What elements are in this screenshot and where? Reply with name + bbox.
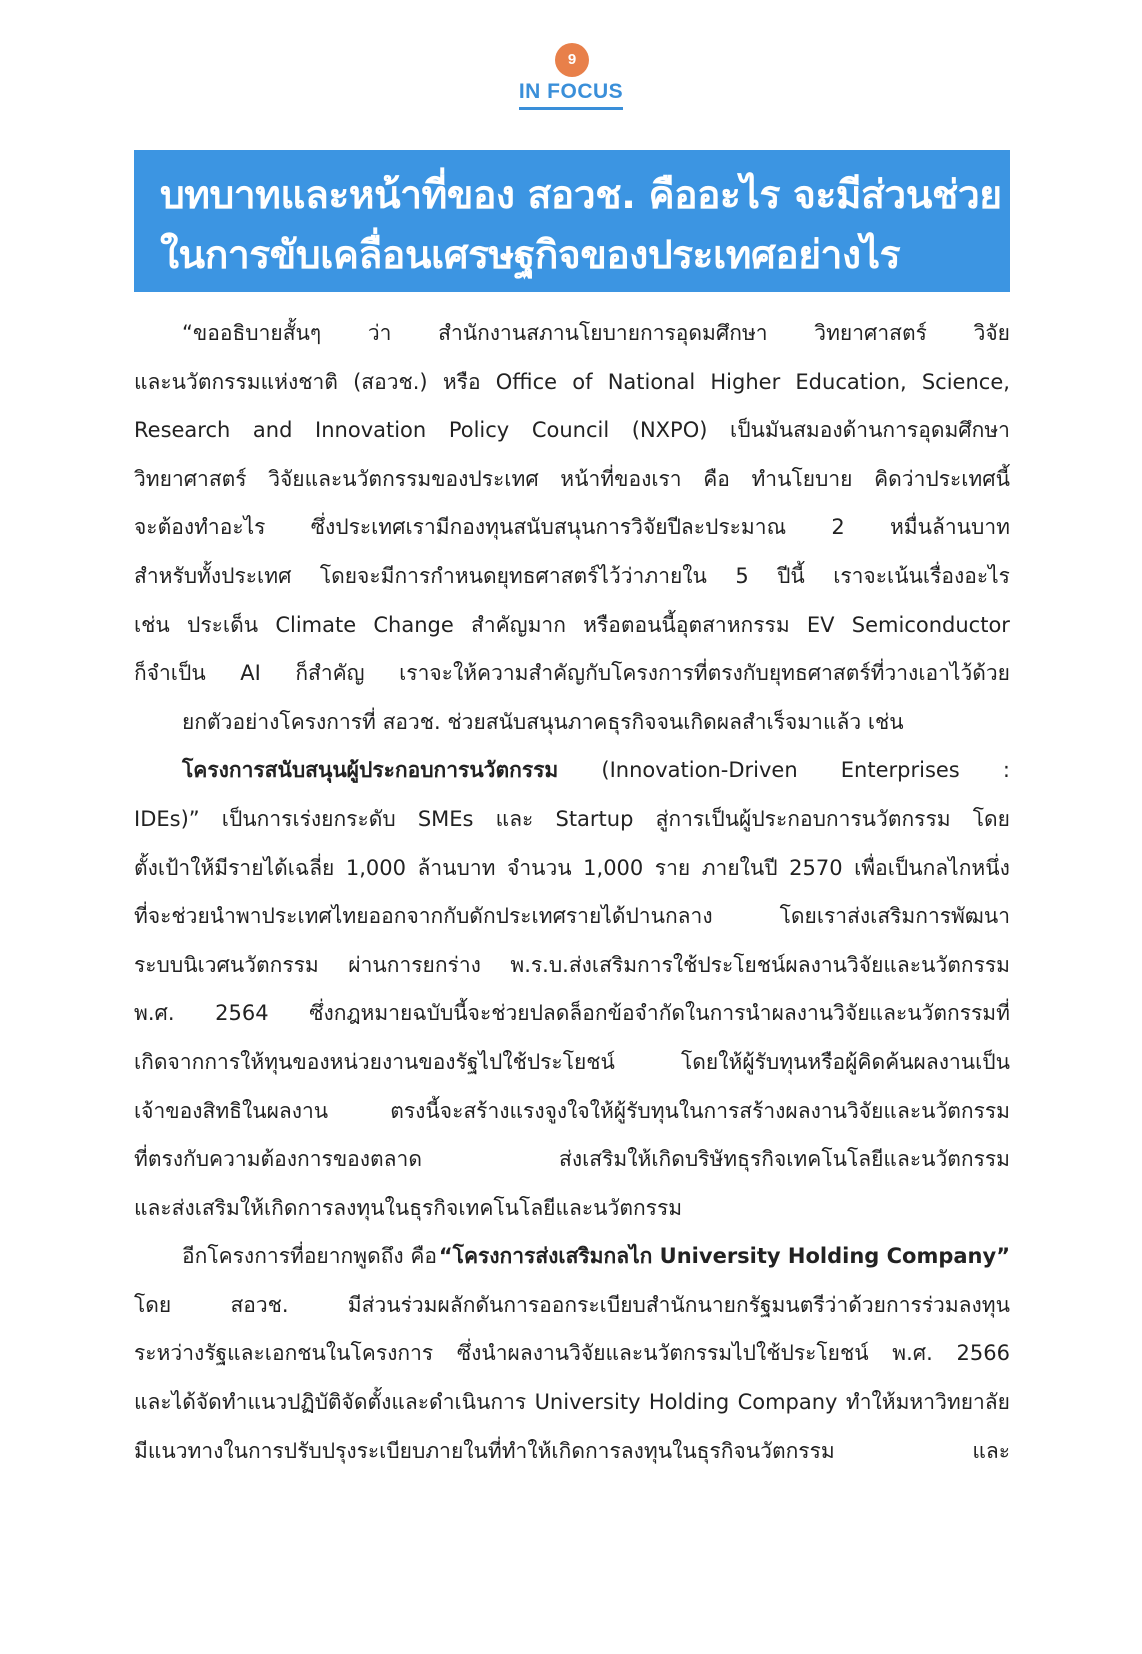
body-line	[134, 705, 1010, 754]
body-word: ราย	[654, 855, 691, 880]
body-line	[134, 1288, 1010, 1337]
body-word: สู่การเป็นผู้ประกอบการนวัตกรรม	[655, 806, 951, 831]
body-word: ระหว่างรัฐและเอกชนในโครงการ	[134, 1341, 434, 1366]
body-word: Higher	[710, 369, 781, 394]
body-word: “โครงการส่งเสริมกลไก University Holding Company”	[438, 1244, 1010, 1269]
body-word: :	[1002, 758, 1010, 783]
body-word: AI	[240, 661, 261, 686]
body-line	[134, 365, 1010, 414]
section-label-text: IN FOCUS	[519, 80, 623, 110]
body-word: 2564	[215, 1001, 269, 1026]
body-line	[134, 948, 1010, 997]
body-line	[134, 316, 1010, 365]
body-word: ซึ่งกฎหมายฉบับนี้จะช่วยปลดล็อกข้อจำกัดในการนำผลงานวิจัยและนวัตกรรมที่	[309, 1001, 1010, 1026]
body-word: มีส่วนร่วมผลักดันการออกระเบียบสำนักนายกรัฐมนตรีว่าด้วยการร่วมลงทุน	[347, 1292, 1010, 1317]
body-line	[134, 851, 1010, 900]
body-word: Innovation	[315, 418, 427, 443]
body-line	[134, 462, 1010, 511]
body-word: ซึ่งประเทศเรามีกองทุนสนับสนุนการวิจัยปีละประมาณ	[310, 515, 787, 540]
body-word: คิดว่าประเทศนี้	[874, 466, 1010, 491]
body-word: Enterprises	[840, 758, 960, 783]
body-line	[134, 413, 1010, 462]
body-line	[134, 608, 1010, 657]
body-word: โดยเราส่งเสริมการพัฒนา	[779, 904, 1010, 929]
body-line	[134, 1142, 1010, 1191]
body-word: 2570	[789, 855, 843, 880]
body-line	[134, 1045, 1010, 1094]
body-word: โดยจะมีการกำหนดยุทธศาสตร์ไว้ว่าภายใน	[319, 563, 707, 588]
body-word: หน้าที่ของเรา	[560, 466, 682, 491]
body-word: เราจะให้ความสำคัญกับโครงการที่ตรงกับยุทธศาสตร์ที่วางเอาไว้ด้วย	[399, 661, 1010, 686]
body-word: IDEs)”	[134, 806, 200, 831]
body-word: ทำนโยบาย	[751, 466, 853, 491]
body-line	[134, 1434, 1010, 1483]
body-word: และนวัตกรรมแห่งชาติ	[134, 369, 338, 394]
body-word: และ	[972, 1438, 1010, 1463]
body-word: วิทยาศาสตร์	[814, 321, 927, 345]
body-line	[134, 656, 1010, 705]
body-word: ว่า	[367, 321, 392, 345]
body-word: Change	[373, 612, 454, 637]
body-word: 5	[735, 563, 749, 588]
body-word: SMEs	[417, 806, 474, 831]
body-word: โดย	[972, 806, 1010, 831]
body-word: พ.ร.บ.ส่งเสริมการใช้ประโยชน์ผลงานวิจัยและนวัตกรรม	[510, 952, 1010, 977]
body-word: Policy	[448, 418, 510, 443]
body-word: วิจัย	[973, 321, 1010, 345]
body-word: National	[607, 369, 696, 394]
body-word: หรือ	[442, 369, 481, 394]
body-word: เช่น	[134, 612, 170, 637]
page-number: 9	[555, 43, 589, 77]
body-word: โดย	[134, 1292, 172, 1317]
body-word: โครงการสนับสนุนผู้ประกอบการนวัตกรรม	[182, 758, 559, 783]
section-label	[0, 80, 1142, 110]
title-line: ในการขับเคลื่อนเศรษฐกิจของประเทศอย่างไร	[160, 233, 901, 278]
body-word: Council	[531, 418, 610, 443]
body-word: หรือตอนนี้อุตสาหกรรม	[583, 612, 790, 637]
body-word: และส่งเสริมให้เกิดการลงทุนในธุรกิจเทคโนโลยีและนวัตกรรม	[134, 1195, 683, 1220]
body-word: EV	[806, 612, 835, 637]
body-word: จะต้องทำอะไร	[134, 515, 266, 540]
body-word: และได้จัดทำแนวปฏิบัติจัดตั้งและดำเนินการ	[134, 1390, 527, 1415]
body-word: of	[572, 369, 593, 394]
body-word: Science,	[921, 369, 1010, 394]
body-line	[134, 510, 1010, 559]
body-word: 2	[831, 515, 845, 540]
body-word: อีกโครงการที่อยากพูดถึง คือ	[182, 1244, 438, 1269]
body-word: University	[534, 1390, 641, 1415]
body-word: สำหรับทั้งประเทศ	[134, 563, 292, 588]
body-word: ที่ตรงกับความต้องการของตลาด	[134, 1147, 422, 1172]
body-word: (สอวช.)	[353, 369, 428, 394]
body-word: เป็นการเร่งยกระดับ	[221, 806, 396, 831]
body-line	[134, 996, 1010, 1045]
body-word: สอวช.	[230, 1292, 289, 1317]
body-word: Education,	[795, 369, 907, 394]
body-word: ตั้งเป้าให้มีรายได้เฉลี่ย	[134, 855, 335, 880]
body-word: ปีนี้	[777, 563, 805, 588]
body-word: เกิดจากการให้ทุนของหน่วยงานของรัฐไปใช้ประโยชน์	[134, 1049, 615, 1074]
body-word: ส่งเสริมให้เกิดบริษัทธุรกิจเทคโนโลยีและนวัตกรรม	[559, 1147, 1010, 1172]
body-word: เราจะเน้นเรื่องอะไร	[833, 563, 1010, 588]
body-word: ระบบนิเวศนวัตกรรม	[134, 952, 319, 977]
body-word: ภายในปี	[701, 855, 778, 880]
body-word: สำคัญมาก	[471, 612, 566, 637]
body-word: หมื่นล้านบาท	[889, 515, 1010, 540]
body-word: 1,000	[583, 855, 644, 880]
title-line: บทบาทและหน้าที่ของ สอวช. คืออะไร จะมีส่วนช่วย	[160, 173, 1002, 218]
body-word: Research	[134, 418, 231, 443]
body-line	[134, 1239, 1010, 1288]
body-word: คือ	[703, 466, 730, 491]
body-word: พ.ศ.	[892, 1341, 933, 1366]
body-line	[134, 1336, 1010, 1385]
body-word: เจ้าของสิทธิในผลงาน	[134, 1098, 329, 1123]
body-line	[134, 559, 1010, 608]
title-banner	[134, 150, 1010, 292]
body-word: Office	[495, 369, 558, 394]
body-word: (Innovation-Driven	[601, 758, 798, 783]
body-word: ล้านบาท	[417, 855, 496, 880]
body-word: เพื่อเป็นกลไกหนึ่ง	[854, 855, 1010, 880]
body-word: Startup	[555, 806, 634, 831]
body-word: (NXPO)	[631, 418, 708, 443]
body-word: Climate	[275, 612, 357, 637]
body-word: สำนักงานสภานโยบายการอุดมศึกษา	[438, 321, 768, 345]
body-word: ทำให้มหาวิทยาลัย	[845, 1390, 1010, 1415]
body-word: จำนวน	[507, 855, 572, 880]
body-word: Holding	[648, 1390, 730, 1415]
body-word: พ.ศ.	[134, 1001, 175, 1026]
body-word: ก็สำคัญ	[295, 661, 365, 686]
body-word: 1,000	[345, 855, 407, 880]
body-line	[134, 1385, 1010, 1434]
body-word: และ	[495, 806, 534, 831]
body-word: ประเด็น	[187, 612, 259, 637]
body-word: ก็จำเป็น	[134, 661, 206, 686]
body-word: and	[252, 418, 293, 443]
body-line	[134, 1094, 1010, 1143]
body-word: Semiconductor	[851, 612, 1010, 637]
article-body	[134, 316, 1010, 1482]
body-word: วิจัยและนวัตกรรมของประเทศ	[268, 466, 539, 491]
body-line	[134, 753, 1010, 802]
body-word: ตรงนี้จะสร้างแรงจูงใจให้ผู้รับทุนในการสร้างผลงานวิจัยและนวัตกรรม	[390, 1098, 1010, 1123]
body-line	[134, 1191, 1010, 1240]
body-word: เป็นมันสมองด้านการอุดมศึกษา	[730, 418, 1010, 443]
body-word: มีแนวทางในการปรับปรุงระเบียบภายในที่ทำให้เกิดการลงทุนในธุรกิจนวัตกรรม	[134, 1438, 835, 1463]
body-word: ที่จะช่วยนำพาประเทศไทยออกจากกับดักประเทศรายได้ปานกลาง	[134, 904, 713, 929]
body-word: “ขออธิบายสั้นๆ	[182, 321, 322, 345]
body-word: Company	[737, 1390, 838, 1415]
body-line	[134, 802, 1010, 851]
body-word: วิทยาศาสตร์	[134, 466, 247, 491]
body-word: ซึ่งนำผลงานวิจัยและนวัตกรรมไปใช้ประโยชน์	[456, 1341, 869, 1366]
body-word: ผ่านการยกร่าง	[348, 952, 481, 977]
body-word: 2566	[956, 1341, 1010, 1366]
body-word: โดยให้ผู้รับทุนหรือผู้คิดค้นผลงานเป็น	[681, 1049, 1010, 1074]
body-word: ยกตัวอย่างโครงการที่ สอวช. ช่วยสนับสนุนภาคธุรกิจจนเกิดผลสำเร็จมาแล้ว เช่น	[182, 709, 904, 734]
body-line	[134, 899, 1010, 948]
